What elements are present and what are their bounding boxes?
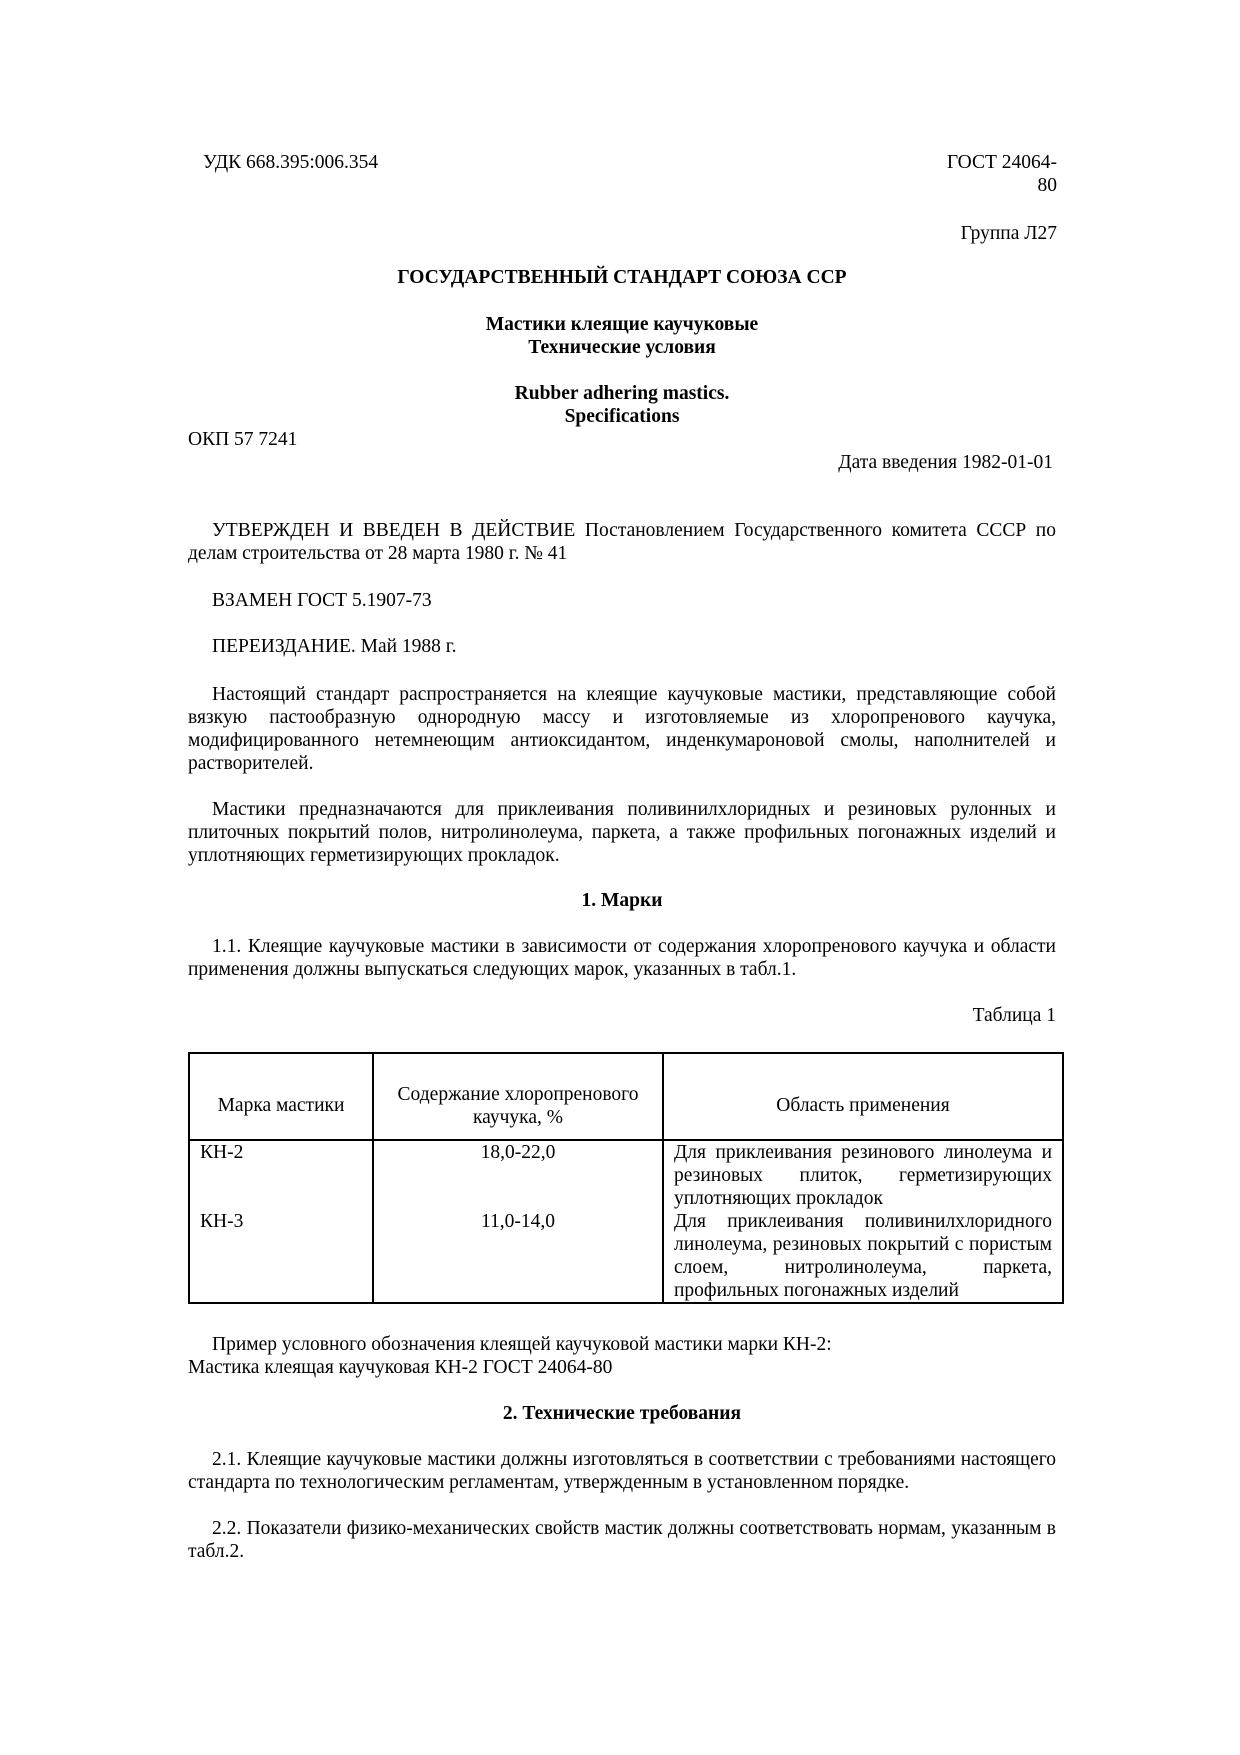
gost-number	[900, 151, 1057, 197]
section-1-heading: 1. Марки	[581, 890, 663, 911]
approval-paragraph: УТВЕРЖДЕН И ВВЕДЕН В ДЕЙСТВИЕ Постановлением Государственного комитета СССР по делам строительства от 28 марта 1980 г. № 41	[188, 520, 1056, 564]
table-row	[189, 1140, 1063, 1210]
table-cell-application: Для приклеивания поливинилхлоридного линолеума, резиновых покрытий с пористым слоем, нитролинолеума, паркета, профильных погонажных изделий	[663, 1210, 1063, 1303]
okp-code: ОКП 57 7241	[188, 429, 298, 450]
document-title-ru-line2: Технические условия	[528, 337, 716, 358]
table-cell-content: 11,0-14,0	[373, 1210, 663, 1303]
table-cell-application: Для приклеивания резинового линолеума и резиновых плиток, герметизирующих уплотняющих прокладок	[663, 1140, 1063, 1210]
document-title-ru-line1: Мастики клеящие каучуковые	[485, 314, 759, 335]
table-row	[189, 1210, 1063, 1303]
replaces-paragraph: ВЗАМЕН ГОСТ 5.1907-73	[212, 590, 432, 611]
clause-1-1: 1.1. Клеящие каучуковые мастики в зависимости от содержания хлоропренового каучука и области применения должны выпускаться следующих марок, указанных в табл.1.	[188, 936, 1056, 980]
example-designation-intro: Пример условного обозначения клеящей каучуковой мастики марки КН-2:	[212, 1334, 832, 1355]
table-cell-content: 18,0-22,0	[373, 1140, 663, 1210]
udk-code: УДК 668.395:006.354	[203, 152, 379, 173]
reissue-paragraph: ПЕРЕИЗДАНИЕ. Май 1988 г.	[212, 636, 457, 657]
document-title-en-line2: Specifications	[564, 406, 680, 427]
section-2-heading: 2. Технические требования	[502, 1403, 742, 1424]
example-designation: Мастика клеящая каучуковая КН-2 ГОСТ 24064-80	[188, 1357, 613, 1378]
table-cell-grade: КН-2	[189, 1140, 373, 1210]
document-title-en-line1: Rubber adhering mastics.	[514, 383, 730, 404]
purpose-paragraph: Мастики предназначаются для приклеивания поливинилхлоридных и резиновых рулонных и плиточных покрытий полов, нитролинолеума, паркета, а также профильных погонажных изделий и уплотняющих герметизирующих прокладок.	[188, 799, 1056, 866]
table-header-cell: Марка мастики	[189, 1053, 373, 1140]
clause-2-2: 2.2. Показатели физико-механических свойств мастик должны соответствовать нормам, указанным в табл.2.	[188, 1518, 1056, 1562]
effective-date: Дата введения 1982-01-01	[838, 452, 1053, 473]
gost-number-line2: 80	[1037, 175, 1057, 196]
table-header-row	[189, 1053, 1063, 1140]
table-1-label: Таблица 1	[972, 1005, 1056, 1026]
table-header-cell: Область применения	[663, 1053, 1063, 1140]
document-title-ru	[188, 313, 1056, 359]
scope-paragraph: Настоящий стандарт распространяется на клеящие каучуковые мастики, представляющие собой вязкую пастообразную однородную массу и изготовляемые из хлоропренового каучука, модифицированного нетемнеющим антиоксидантом, инденкумароновой смолы, наполнителей и растворителей.	[188, 684, 1056, 774]
clause-2-1: 2.1. Клеящие каучуковые мастики должны изготовляться в соответствии с требованиями настоящего стандарта по технологическим регламентам, утвержденным в установленном порядке.	[188, 1449, 1056, 1493]
grades-table	[188, 1052, 1064, 1304]
standard-title: ГОСУДАРСТВЕННЫЙ СТАНДАРТ СОЮЗА ССР	[397, 267, 847, 288]
group-code: Группа Л27	[960, 223, 1057, 244]
document-title-en	[188, 382, 1056, 428]
table-header-cell: Содержание хлоропренового каучука, %	[373, 1053, 663, 1140]
gost-number-line1: ГОСТ 24064-	[946, 152, 1057, 173]
table-cell-grade: КН-3	[189, 1210, 373, 1303]
